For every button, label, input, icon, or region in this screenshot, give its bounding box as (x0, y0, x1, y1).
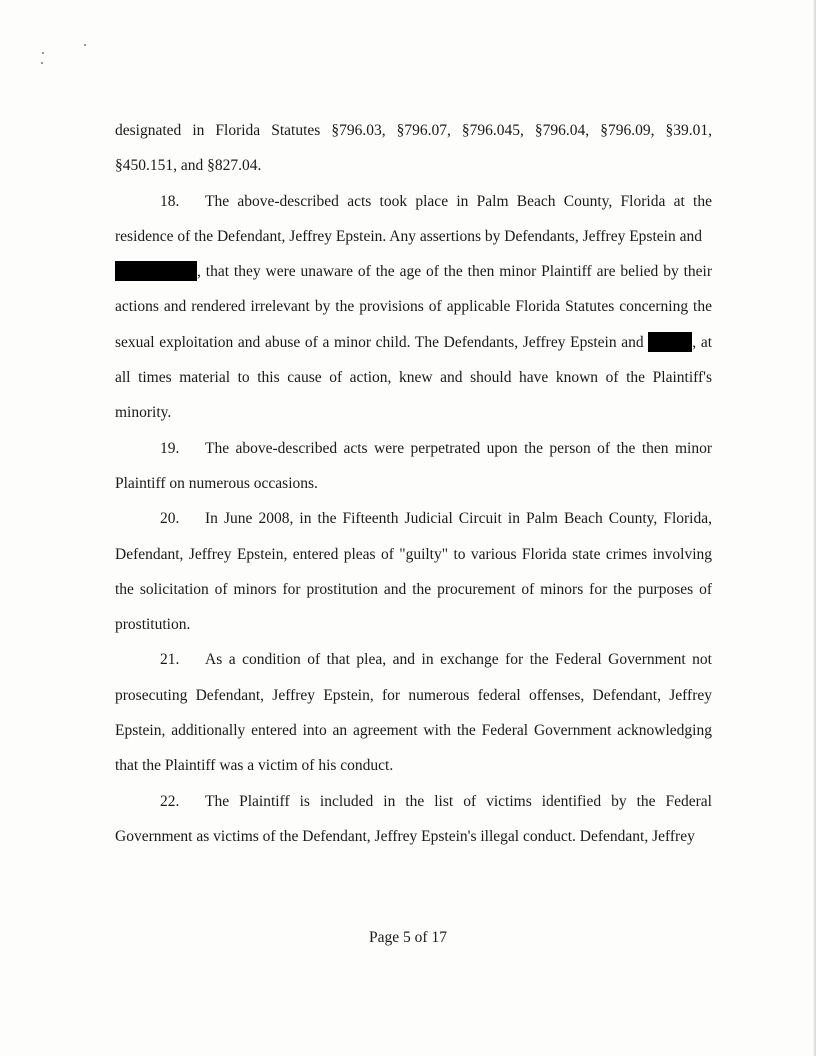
paragraph-number: 20. (160, 510, 180, 528)
paragraph-text: The Plaintiff is included in the list of victims identified by the Federal Government as victims of the Defendant, Jeffrey Epstein's illegal conduct. Defendant, Jeffrey (115, 792, 712, 845)
paragraph-18 (115, 184, 712, 431)
paragraph-text: In June 2008, in the Fifteenth Judicial Circuit in Palm Beach County, Florida, Defendant, Jeffrey Epstein, entered pleas of "guilty" to various Florida state crimes involving the solicitation of minors for prostitution and the procurement of minors for the purposes of prostitution. (115, 510, 712, 634)
paragraph-19 (115, 431, 712, 502)
paragraph-text: , that they were unaware of the age of the then minor Plaintiff are belied by their actions and rendered irrelevant by the provisions of applicable Florida Statutes concerning the sexual exploitation and abuse of a minor child. The Defendants, Jeffrey Epstein and (115, 263, 712, 351)
paragraph-number: 22. (160, 792, 180, 810)
paragraph-20 (115, 501, 712, 642)
paragraph-21 (115, 642, 712, 783)
scan-speck (41, 62, 43, 64)
paragraph-text: As a condition of that plea, and in exchange for the Federal Government not prosecuting Defendant, Jeffrey Epstein, for numerous federal offenses, Defendant, Jeffrey Epstein, additionally entered into an agreement with the Federal Government acknowledging that the Plaintiff was a victim of his conduct. (115, 651, 712, 775)
paragraph-number: 19. (160, 439, 180, 457)
page-number-footer: Page 5 of 17 (369, 929, 447, 946)
paragraph-text: The above-described acts took place in Palm Beach County, Florida at the residence of the Defendant, Jeffrey Epstein. Any assertions by Defendants, Jeffrey Epstein and (115, 192, 712, 245)
paragraph-22 (115, 784, 712, 855)
redaction-block (648, 332, 692, 352)
scan-speck (42, 52, 44, 54)
paragraph-text: The above-described acts were perpetrated upon the person of the then minor Plaintiff on numerous occasions. (115, 439, 712, 492)
paragraph-text: , at all times material to this cause of action, knew and should have known of the Plaintiff's minority. (115, 333, 713, 422)
scan-speck (84, 44, 86, 46)
document-body (115, 113, 712, 854)
paragraph-number: 18. (160, 192, 180, 210)
paragraph-number: 21. (160, 651, 180, 669)
redaction-block (115, 261, 197, 281)
continuation-paragraph: designated in Florida Statutes §796.03, §796.07, §796.045, §796.04, §796.09, §39.01, §450.151, and §827.04. (115, 122, 712, 175)
